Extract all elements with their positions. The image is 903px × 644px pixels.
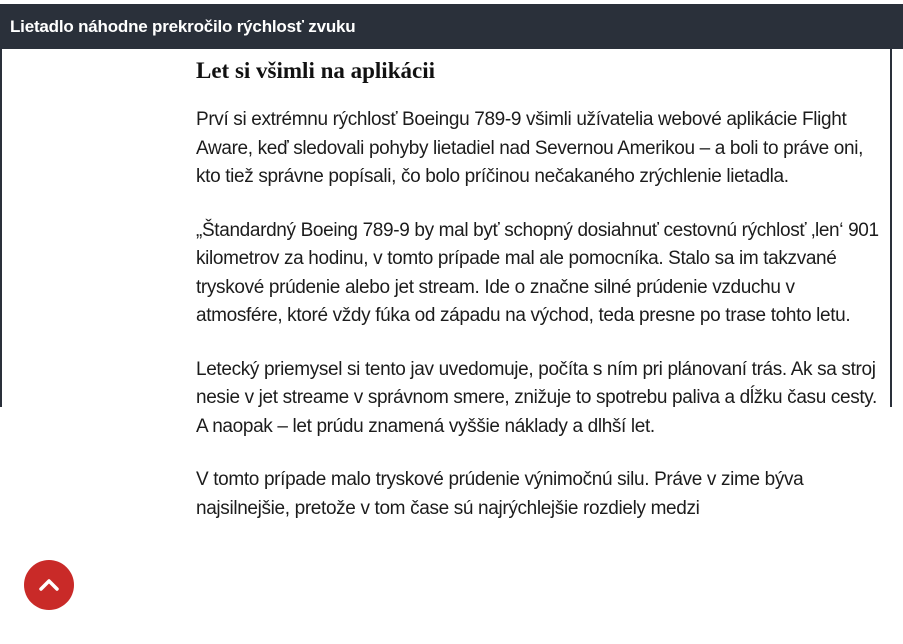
article-body bbox=[196, 56, 884, 548]
article-paragraph: Letecký priemysel si tento jav uvedomuje, počíta s ním pri plánovaní trás. Ak sa stroj nesie v jet streame v správnom smere, znižuje to spotrebu paliva a dĺžku času cesty. A naopak – let prúdu znamená vyššie náklady a dlhší let. bbox=[196, 358, 877, 437]
article-header-bar bbox=[0, 4, 903, 49]
article-paragraph: V tomto prípade malo tryskové prúdenie výnimočnú silu. Práve v zime býva najsilnejšie, pretože v tom čase sú najrýchlejšie rozdiely medzi bbox=[196, 469, 804, 519]
section-heading: Let si všimli na aplikácii bbox=[196, 58, 435, 83]
chevron-up-icon bbox=[37, 577, 61, 593]
article-paragraph: Prví si extrémnu rýchlosť Boeingu 789-9 všimli užívatelia webové aplikácie Flight Aware, keď sledovali pohyby lietadiel nad Severnou Amerikou – a boli to práve oni, kto tiež správne popísali, čo bolo príčinou nečakaného zrýchlenie lietadla. bbox=[196, 109, 864, 187]
content-right-border bbox=[890, 49, 892, 407]
scroll-to-top-button[interactable] bbox=[24, 560, 74, 610]
article-paragraph: „Štandardný Boeing 789-9 by mal byť schopný dosiahnuť cestovnú rýchlosť ‚len‘ 901 kilometrov za hodinu, v tomto prípade mal ale pomocníka. Stalo sa im takzvané tryskové prúdenie alebo jet stream. Ide o značne silné prúdenie vzduchu v atmosfére, ktoré vždy fúka od západu na východ, teda presne po trase tohto letu. bbox=[196, 219, 879, 326]
content-left-border bbox=[0, 49, 2, 407]
article-header-title: Lietadlo náhodne prekročilo rýchlosť zvuku bbox=[10, 16, 356, 36]
